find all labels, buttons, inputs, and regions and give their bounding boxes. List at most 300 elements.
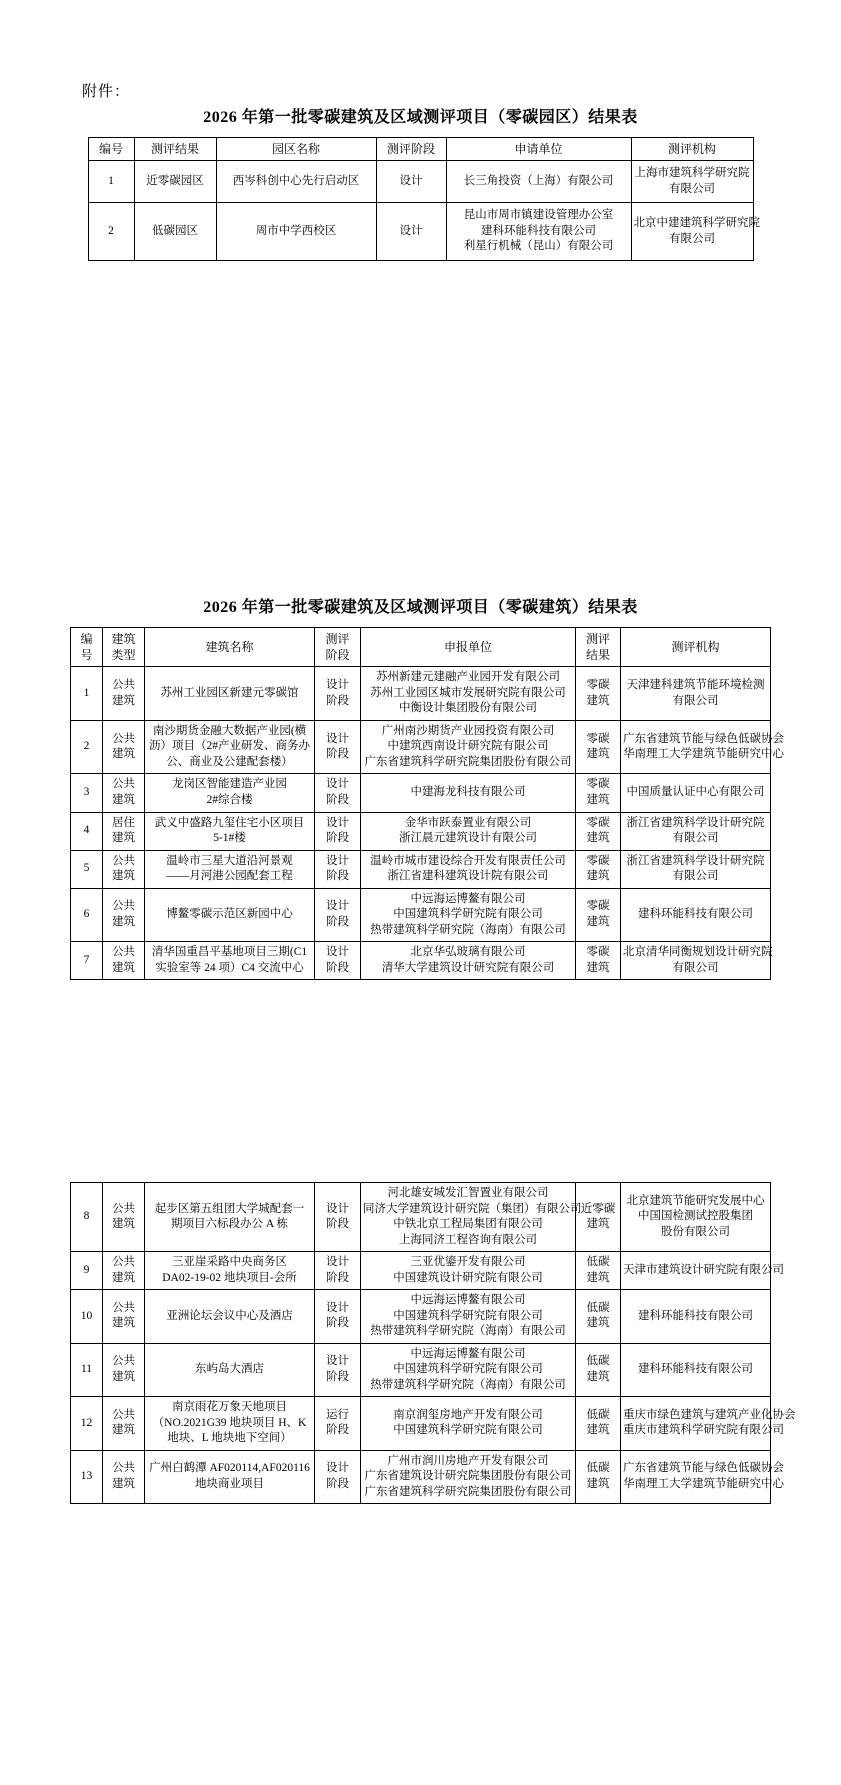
cell-result: 近零碳园区 [134, 161, 216, 203]
cell-agency [621, 1290, 771, 1344]
cell-building-type-line: 公共 [112, 1256, 135, 1269]
cell-building-type-line: 建筑 [112, 961, 135, 974]
cell-no: 7 [71, 942, 103, 980]
cell-result-line: 零碳 [586, 946, 610, 959]
cell-no: 1 [71, 667, 103, 721]
cell-building-name [145, 850, 315, 888]
cell-result [576, 667, 621, 721]
agency-line: 有限公司 [669, 232, 715, 245]
cell-stage-line: 阶段 [326, 748, 349, 761]
cell-stage-line: 阶段 [326, 1424, 349, 1437]
cell-stage-line: 阶段 [326, 1370, 349, 1383]
cell-building-type-line: 建筑 [112, 1424, 135, 1437]
cell-stage [315, 850, 361, 888]
cell-building-name-line: 公、商业及公建配套楼） [166, 755, 293, 768]
cell-result [576, 888, 621, 942]
cell-building-name [145, 774, 315, 812]
cell-stage-line: 设计 [326, 1301, 349, 1314]
cell-stage [315, 720, 361, 774]
cell-agency-line: 有限公司 [672, 694, 719, 707]
cell-building-type-line: 公共 [112, 900, 135, 913]
cell-building-name-line: 温岭市三星大道沿河景观 [166, 854, 293, 867]
cell-applicant [361, 1252, 576, 1290]
cell-stage-line: 设计 [326, 679, 349, 692]
cell-no: 5 [71, 850, 103, 888]
cell-result-line: 建筑 [586, 1218, 610, 1231]
col-result: 测评 结果 [576, 628, 621, 667]
cell-building-type-line: 公共 [112, 1202, 135, 1215]
cell-building-type [103, 888, 145, 942]
cell-applicant-line: 北京华弘玻璃有限公司 [410, 946, 526, 959]
cell-building-name-line: 起步区第五组团大学城配套一 [154, 1202, 305, 1215]
cell-building-name [145, 1450, 315, 1504]
applicant-line: 利星行机械（昆山）有限公司 [463, 240, 614, 253]
table-row [71, 1397, 771, 1451]
cell-building-type-line: 建筑 [112, 1317, 135, 1330]
cell-building-type [103, 812, 145, 850]
cell-applicant-line: 中国建筑设计研究院有限公司 [393, 1271, 543, 1284]
cell-stage-line: 设计 [326, 1355, 349, 1368]
cell-building-name [145, 888, 315, 942]
table2-body [71, 667, 784, 980]
cell-applicant-line: 广东省建筑设计研究院集团股份有限公司 [364, 1470, 572, 1483]
cell-stage-line: 阶段 [326, 1478, 349, 1490]
col-result: 测评结果 [134, 138, 216, 161]
col-park-name: 园区名称 [216, 138, 376, 161]
cell-applicant-line: 清华大学建筑设计研究院有限公司 [381, 961, 555, 974]
cell-building-name-line: 苏州工业园区新建元零碳馆 [160, 686, 299, 699]
cell-building-name-line: 沥）项目（2#产业研发、商务办 [149, 740, 310, 753]
cell-building-name-line: ——月河港公园配套工程 [166, 870, 293, 883]
cell-agency-line: 有限公司 [672, 870, 719, 883]
cell-stage-line: 阶段 [326, 915, 349, 928]
cell-result [576, 812, 621, 850]
cell-result-line: 建筑 [586, 1317, 610, 1330]
cell-no: 1 [88, 161, 134, 203]
cell-agency [621, 774, 771, 812]
cell-building-type-line: 建筑 [112, 748, 135, 761]
col-applicant: 申报单位 [361, 628, 576, 667]
cell-stage-line: 设计 [326, 778, 349, 791]
table3-body [71, 1183, 796, 1504]
cell-stage-line: 阶段 [326, 1271, 349, 1284]
cell-building-name [145, 812, 315, 850]
cell-building-type [103, 1450, 145, 1504]
cell-building-type [103, 1290, 145, 1344]
cell-applicant-line: 广东省建筑科学研究院集团股份有限公司 [364, 1485, 572, 1498]
table-building-results [70, 627, 784, 980]
cell-building-type-line: 建筑 [112, 870, 135, 883]
cell-applicant-line: 金华市跃泰置业有限公司 [404, 816, 532, 829]
cell-building-type [103, 720, 145, 774]
cell-applicant-line: 热带建筑科学研究院（海南）有限公司 [370, 1325, 566, 1338]
cell-result [576, 1290, 621, 1344]
cell-result-line: 建筑 [586, 748, 610, 761]
cell-building-type [103, 774, 145, 812]
cell-stage [315, 667, 361, 721]
cell-result-line: 零碳 [586, 900, 610, 913]
cell-applicant-line: 中国建筑科学研究院有限公司 [393, 1363, 543, 1376]
col-stage: 测评阶段 [376, 138, 446, 161]
cell-applicant [361, 1183, 582, 1252]
cell-result-line: 低碳 [586, 1408, 610, 1421]
cell-result [576, 850, 621, 888]
cell-applicant-line: 中远海运博鳌有限公司 [410, 892, 526, 905]
cell-applicant-line: 上海同济工程咨询有限公司 [399, 1233, 537, 1246]
cell-building-type-line: 建筑 [112, 793, 135, 806]
cell-stage-line: 设计 [326, 1202, 349, 1215]
table-row [88, 203, 753, 261]
table-row [71, 888, 771, 942]
cell-stage-line: 阶段 [326, 1218, 349, 1231]
table-row [71, 1183, 771, 1252]
cell-building-name-line: 地块、L 地块地下空间） [167, 1432, 292, 1445]
cell-stage: 设计 [376, 161, 446, 203]
cell-applicant-line: 中远海运博鳌有限公司 [410, 1294, 526, 1307]
cell-applicant-line: 广州南沙期货产业园投资有限公司 [381, 724, 555, 737]
cell-building-name-line: 广州白鹤潭 AF020114,AF020116 [149, 1462, 310, 1475]
cell-stage-line: 设计 [326, 854, 349, 867]
cell-stage-line: 阶段 [326, 961, 349, 974]
cell-agency-line: 重庆市建筑科学研究院有限公司 [623, 1424, 784, 1437]
cell-result-line: 低碳 [586, 1256, 610, 1269]
cell-building-name [145, 1343, 315, 1397]
cell-building-name [145, 1397, 315, 1451]
cell-building-name [145, 667, 315, 721]
cell-result-line: 零碳 [586, 778, 610, 791]
cell-stage-line: 设计 [326, 900, 349, 913]
cell-building-name [145, 1183, 315, 1252]
cell-applicant-line: 三亚优鎏开发有限公司 [410, 1256, 526, 1269]
cell-applicant [446, 161, 631, 203]
cell-result-line: 零碳 [586, 679, 610, 692]
cell-agency-line: 广东省建筑节能与绿色低碳协会 [623, 1462, 784, 1475]
cell-agency-line: 华南理工大学建筑节能研究中心 [623, 1478, 784, 1490]
section-building-results [0, 594, 841, 980]
cell-park-name: 西岑科创中心先行启动区 [216, 161, 376, 203]
cell-agency-line: 建科环能科技有限公司 [638, 1309, 753, 1322]
cell-building-name-line: （NO.2021G39 地块项目 H、K [152, 1416, 307, 1429]
cell-agency-line: 浙江省建筑科学设计研究院 [626, 854, 765, 867]
cell-result [576, 1183, 621, 1252]
cell-agency [631, 161, 753, 203]
cell-applicant-line: 中建海龙科技有限公司 [410, 786, 526, 799]
cell-stage-line: 阶段 [326, 793, 349, 806]
cell-no: 6 [71, 888, 103, 942]
cell-applicant-line: 浙江省建科建筑设计院有限公司 [387, 870, 549, 883]
cell-applicant [361, 667, 576, 721]
cell-result [576, 1397, 621, 1451]
cell-building-type-line: 建筑 [112, 1271, 135, 1284]
cell-building-type-line: 公共 [112, 679, 135, 692]
cell-result-line: 零碳 [586, 854, 610, 867]
cell-stage [315, 1343, 361, 1397]
cell-agency [621, 1252, 784, 1290]
cell-agency-line: 有限公司 [672, 961, 719, 974]
cell-building-type-line: 建筑 [112, 694, 135, 707]
cell-applicant [361, 888, 576, 942]
cell-building-type-line: 公共 [112, 732, 135, 745]
table-row [71, 850, 771, 888]
cell-result-line: 低碳 [586, 1355, 610, 1368]
cell-building-name-line: 5-1#楼 [213, 832, 246, 845]
cell-result-line: 建筑 [586, 961, 610, 974]
cell-agency-line: 有限公司 [672, 832, 719, 845]
cell-no: 11 [71, 1343, 103, 1397]
cell-applicant-line: 中远海运博鳌有限公司 [410, 1347, 526, 1360]
table-row [71, 1290, 771, 1344]
cell-stage-line: 设计 [326, 816, 349, 829]
table-row [71, 667, 771, 721]
table-row [88, 161, 753, 203]
cell-building-type-line: 建筑 [112, 1370, 135, 1383]
cell-building-type-line: 建筑 [112, 832, 135, 845]
cell-agency-line: 广东省建筑节能与绿色低碳协会 [623, 732, 784, 745]
cell-agency [631, 203, 760, 261]
cell-no: 8 [71, 1183, 103, 1252]
cell-applicant [361, 1450, 576, 1504]
cell-building-type-line: 公共 [112, 946, 135, 959]
cell-building-name-line: 实验室等 24 项）C4 交流中心 [155, 961, 304, 974]
cell-applicant-line: 苏州工业园区城市发展研究院有限公司 [370, 686, 566, 699]
cell-stage [315, 1450, 361, 1504]
cell-applicant [361, 1397, 576, 1451]
cell-stage-line: 阶段 [326, 1317, 349, 1330]
col-building-name: 建筑名称 [145, 628, 315, 667]
cell-building-type-line: 公共 [112, 1462, 135, 1475]
cell-applicant [361, 942, 576, 980]
cell-building-name [145, 1290, 315, 1344]
cell-building-name-line: 2#综合楼 [206, 793, 253, 806]
cell-building-name-line: 三亚崖采路中央商务区 [172, 1256, 287, 1269]
col-applicant: 申请单位 [446, 138, 631, 161]
cell-stage-line: 运行 [326, 1408, 349, 1421]
cell-stage [315, 1183, 361, 1252]
cell-building-type-line: 公共 [112, 1355, 135, 1368]
cell-agency-line: 北京清华同衡规划设计研究院 [623, 946, 773, 959]
cell-building-type-line: 居住 [112, 816, 135, 829]
cell-no: 2 [88, 203, 134, 261]
cell-applicant-line: 苏州新建元建融产业园开发有限公司 [376, 671, 560, 684]
cell-result [576, 942, 621, 980]
cell-agency [621, 1183, 771, 1252]
cell-building-type-line: 建筑 [112, 1218, 135, 1231]
cell-applicant-line: 河北雄安城发汇智置业有限公司 [387, 1187, 549, 1199]
cell-agency [621, 1397, 796, 1451]
agency-line: 上海市建筑科学研究院 [634, 167, 750, 180]
col-stage: 测评 阶段 [315, 628, 361, 667]
cell-building-name [145, 1252, 315, 1290]
cell-building-type-line: 建筑 [112, 1478, 135, 1490]
cell-stage-line: 阶段 [326, 694, 349, 707]
cell-result [576, 774, 621, 812]
cell-building-name-line: 地块商业项目 [195, 1478, 264, 1490]
cell-agency-line: 浙江省建筑科学设计研究院 [626, 816, 765, 829]
applicant-line: 昆山市周市镇建设管理办公室 [463, 209, 614, 222]
table-header-row [88, 138, 753, 161]
cell-building-type [103, 1183, 145, 1252]
cell-agency [621, 667, 771, 721]
cell-building-type-line: 公共 [112, 1301, 135, 1314]
cell-stage [315, 774, 361, 812]
cell-agency-line: 北京建筑节能研究发展中心 [626, 1194, 765, 1207]
cell-agency [621, 720, 784, 774]
table-row [71, 812, 771, 850]
table-header-row [71, 628, 771, 667]
cell-applicant [361, 850, 576, 888]
cell-building-type [103, 1252, 145, 1290]
cell-building-name-line: DA02-19-02 地块项目-会所 [162, 1271, 297, 1284]
cell-applicant-line: 广州市润川房地产开发有限公司 [387, 1454, 549, 1467]
cell-building-name-line: 龙岗区智能建造产业园 [172, 778, 287, 791]
cell-no: 2 [71, 720, 103, 774]
cell-building-name [145, 720, 315, 774]
cell-building-type-line: 公共 [112, 1408, 135, 1421]
cell-result-line: 建筑 [586, 870, 610, 883]
cell-building-type [103, 1343, 145, 1397]
section-park-results [0, 104, 841, 261]
cell-applicant-line: 同济大学建筑设计研究院（集团）有限公司 [363, 1202, 582, 1215]
cell-agency-line: 重庆市绿色建筑与建筑产业化协会 [623, 1408, 796, 1421]
cell-agency [621, 1343, 771, 1397]
cell-agency-line: 天津建科建筑节能环境检测 [626, 679, 765, 692]
cell-building-name-line: 武义中盛路九玺住宅小区项目 [154, 816, 305, 829]
cell-agency-line: 中国质量认证中心有限公司 [626, 786, 765, 799]
cell-applicant-line: 热带建筑科学研究院（海南）有限公司 [370, 923, 566, 936]
cell-agency [621, 1450, 784, 1504]
col-building-type: 建筑 类型 [103, 628, 145, 667]
table-row [71, 942, 771, 980]
cell-building-name-line: 东屿岛大酒店 [195, 1363, 264, 1376]
cell-agency-line: 建科环能科技有限公司 [638, 1363, 753, 1376]
cell-result-line: 建筑 [586, 832, 610, 845]
cell-stage-line: 设计 [326, 1462, 349, 1475]
cell-building-type [103, 667, 145, 721]
cell-applicant-line: 热带建筑科学研究院（海南）有限公司 [370, 1378, 566, 1391]
table-row [71, 1450, 771, 1504]
cell-building-name-line: 南沙期货金融大数据产业园(横 [152, 724, 307, 737]
cell-applicant-line: 浙江晨元建筑设计有限公司 [399, 832, 537, 845]
cell-result-line: 零碳 [586, 732, 610, 745]
col-no: 编 号 [71, 628, 103, 667]
cell-result-line: 建筑 [586, 1271, 610, 1284]
cell-result-line: 建筑 [586, 793, 610, 806]
cell-applicant [361, 812, 576, 850]
cell-building-type [103, 942, 145, 980]
cell-result [576, 720, 621, 774]
cell-result-line: 低碳 [586, 1301, 610, 1314]
cell-applicant-line: 中国建筑科学研究院有限公司 [393, 908, 543, 921]
cell-result-line: 建筑 [586, 1424, 610, 1437]
cell-result-line: 建筑 [586, 694, 610, 707]
cell-stage-line: 阶段 [326, 870, 349, 883]
cell-applicant-line: 中铁北京工程局集团有限公司 [393, 1218, 543, 1231]
cell-result-line: 零碳 [586, 816, 610, 829]
cell-building-name-line: 南京雨花万象天地项目 [172, 1401, 287, 1414]
cell-no: 4 [71, 812, 103, 850]
cell-result [576, 1252, 621, 1290]
applicant-line: 长三角投资（上海）有限公司 [463, 174, 614, 187]
cell-agency-line: 建科环能科技有限公司 [638, 908, 753, 921]
cell-building-type-line: 建筑 [112, 915, 135, 928]
cell-park-name: 周市中学西校区 [216, 203, 376, 261]
table-row [71, 1343, 771, 1397]
cell-building-type [103, 850, 145, 888]
cell-applicant [361, 774, 576, 812]
cell-applicant-line: 中建筑西南设计研究院有限公司 [387, 740, 549, 753]
table-row [71, 720, 771, 774]
agency-line: 北京中建建筑科学研究院 [633, 217, 760, 230]
cell-agency [621, 942, 771, 980]
table2-title: 2026 年第一批零碳建筑及区域测评项目（零碳建筑）结果表 [203, 599, 638, 616]
cell-agency-line: 中国国检测试控股集团 [638, 1210, 753, 1223]
cell-result-line: 建筑 [586, 915, 610, 928]
cell-agency [621, 850, 771, 888]
col-no: 编号 [88, 138, 134, 161]
cell-result [576, 1343, 621, 1397]
table-park-results [88, 137, 760, 261]
cell-building-name [145, 942, 315, 980]
col-agency: 测评机构 [621, 628, 771, 667]
cell-building-name-line: 清华国重昌平基地项目三期(C1 [151, 946, 308, 959]
agency-line: 有限公司 [669, 182, 715, 195]
cell-building-type [103, 1397, 145, 1451]
section-building-results-continued [0, 1182, 841, 1504]
cell-no: 12 [71, 1397, 103, 1451]
cell-applicant-line: 中国建筑科学研究院有限公司 [393, 1424, 543, 1437]
cell-result-line: 近零碳 [580, 1202, 616, 1215]
cell-applicant [361, 1343, 576, 1397]
cell-agency-line: 股份有限公司 [661, 1225, 730, 1238]
cell-result [576, 1450, 621, 1504]
cell-applicant-line: 温岭市城市建设综合开发有限责任公司 [370, 854, 566, 867]
cell-applicant [361, 720, 576, 774]
cell-applicant-line: 南京润玺房地产开发有限公司 [393, 1408, 543, 1421]
cell-no: 13 [71, 1450, 103, 1504]
applicant-line: 建科环能科技有限公司 [481, 224, 596, 237]
cell-building-type-line: 公共 [112, 778, 135, 791]
table-row [71, 774, 771, 812]
cell-applicant-line: 中国建筑科学研究院有限公司 [393, 1309, 543, 1322]
cell-no: 9 [71, 1252, 103, 1290]
table-row [71, 1252, 771, 1290]
cell-stage [315, 1290, 361, 1344]
cell-agency-line: 华南理工大学建筑节能研究中心 [623, 748, 784, 761]
attachment-label: 附件： [82, 84, 131, 100]
cell-result-line: 建筑 [586, 1370, 610, 1383]
cell-stage-line: 设计 [326, 1256, 349, 1269]
cell-agency [621, 888, 771, 942]
cell-applicant [446, 203, 631, 261]
cell-building-name-line: 博鳌零碳示范区新园中心 [166, 908, 293, 921]
cell-result: 低碳园区 [134, 203, 216, 261]
table-building-results-continued [70, 1182, 796, 1504]
cell-building-name-line: 期项目六标段办公 A 栋 [171, 1218, 288, 1231]
cell-stage [315, 1397, 361, 1451]
cell-applicant-line: 中衡设计集团股份有限公司 [399, 702, 537, 715]
table1-title: 2026 年第一批零碳建筑及区域测评项目（零碳园区）结果表 [203, 109, 638, 126]
cell-stage-line: 阶段 [326, 832, 349, 845]
cell-applicant-line: 广东省建筑科学研究院集团股份有限公司 [364, 755, 572, 768]
cell-stage-line: 设计 [326, 946, 349, 959]
cell-result-line: 建筑 [586, 1478, 610, 1490]
cell-applicant [361, 1290, 576, 1344]
cell-stage: 设计 [376, 203, 446, 261]
cell-no: 3 [71, 774, 103, 812]
cell-agency-line: 天津市建筑设计研究院有限公司 [623, 1263, 784, 1276]
cell-stage-line: 设计 [326, 732, 349, 745]
cell-agency [621, 812, 771, 850]
